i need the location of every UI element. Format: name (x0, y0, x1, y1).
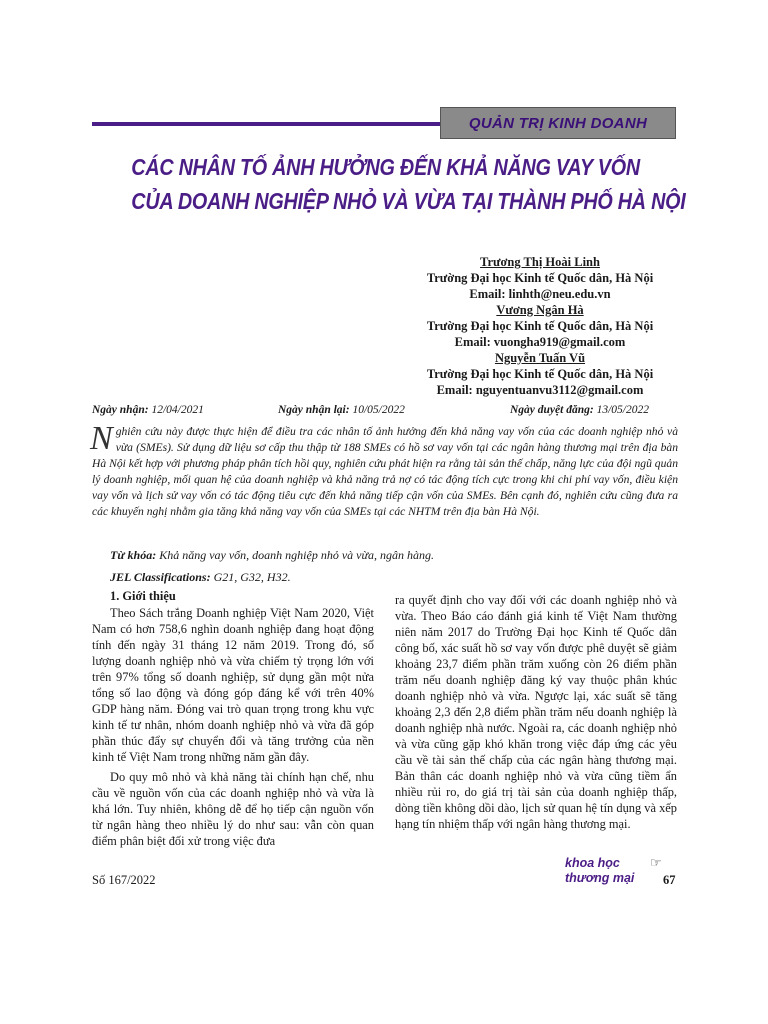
author-name: Trương Thị Hoài Linh (480, 255, 600, 269)
brand-line-1: khoa học (565, 856, 620, 870)
author-affiliation: Trường Đại học Kinh tế Quốc dân, Hà Nội (426, 367, 654, 381)
author-name: Vương Ngân Hà (496, 303, 584, 317)
paragraph: ra quyết định cho vay đối với các doanh nghiệp nhỏ và vừa. Theo Báo cáo đánh giá kinh tế Việt Nam thường niên năm 2017 do Trường Đại học Kinh tế Quốc dân công bố, xác suất hồ sơ vay vốn được phê duyệt sẽ giảm khoảng 23,7 điểm phần trăm xuống còn 26 điểm phần trăm nếu doanh nghiệp đăng ký vay thuộc phân khúc doanh nghiệp nhỏ và vừa. Ngược lại, xác suất sẽ tăng khoảng 2,3 đến 2,8 điểm phần trăm nếu doanh nghiệp là doanh nghiệp nhà nước. Ngoài ra, các doanh nghiệp nhỏ và vừa cũng gặp khó khăn trong việc đáp ứng các yêu cầu về tài sản thế chấp của các ngân hàng thương mại. Bản thân các doanh nghiệp nhỏ và vừa cũng tiềm ẩn nhiều rủi ro, do giá trị tài sản của doanh nghiệp thấp, dòng tiền không dồi dào, lịch sử quan hệ tín dụng và xếp hạng tín nhiệm thấp với ngân hàng thương mại. (395, 593, 677, 831)
section-label: QUẢN TRỊ KINH DOANH (468, 114, 648, 132)
paragraph: Theo Sách trắng Doanh nghiệp Việt Nam 2020, Việt Nam có hơn 758,6 nghìn doanh nghiệp đang hoạt động tính đến ngày 31 tháng 12 năm 2019. Trong đó, số lượng doanh nghiệp nhỏ và vừa chiếm tỷ trọng lớn với trên 97% tổng số doanh nghiệp, sử dụng gần một nửa tổng số lao động và đóng góp đáng kể với trên 40% GDP hàng năm. Đóng vai trò quan trọng trong khu vực kinh tế tư nhân, nhóm doanh nghiệp nhỏ và vừa đã góp phần thúc đẩy sự chuyển đổi và tăng trưởng của nền kinh tế Việt Nam trong những năm gần đây. (92, 606, 374, 764)
brand-line-2: thương mại (565, 871, 635, 885)
author-email: Email: vuongha919@gmail.com (454, 335, 626, 349)
paragraph: Do quy mô nhỏ và khả năng tài chính hạn chế, nhu cầu về nguồn vốn của các doanh nghiệp nhỏ và vừa là khá lớn. Tuy nhiên, không dễ để họ tiếp cận nguồn vốn từ ngân hàng theo nhiều lý do như sau: vẫn còn quan điểm phân biệt đối xử trong việc đưa (92, 770, 374, 848)
author-block (400, 254, 680, 398)
author-affiliation: Trường Đại học Kinh tế Quốc dân, Hà Nội (426, 271, 654, 285)
issue-number: Số 167/2022 (92, 873, 156, 887)
title-line-2: CỦA DOANH NGHIỆP NHỎ VÀ VỪA TẠI THÀNH PHỐ HÀ NỘI (131, 188, 686, 214)
abstract (90, 420, 678, 520)
abstract-text: ghiên cứu này được thực hiện để điều tra các nhân tố ảnh hưởng đến khả năng vay vốn của các doanh nghiệp nhỏ và vừa (SMEs). Sử dụng dữ liệu sơ cấp thu thập từ 188 SMEs có hồ sơ vay vốn tại các ngân hàng thương mại trên địa bàn Hà Nội kết hợp với phương pháp phân tích hồi quy, nghiên cứu phát hiện ra rằng tài sản thế chấp, năng lực của đội ngũ quản lý doanh nghiệp, mối quan hệ của doanh nghiệp và khả năng trả nợ có tác động tích cực trong khi chi phí vay vốn, điều kiện vay vốn và lịch sử vay vốn có tác động tiêu cực đến khả năng tiếp cận vốn của SMEs. Bên cạnh đó, nghiên cứu cũng đưa ra các khuyến nghị nhằm gia tăng khả năng vay vốn của SMEs tại các NHTM trên địa bàn Hà Nội. (92, 425, 678, 518)
article-dates (92, 404, 676, 420)
keywords-label: Từ khóa: (110, 548, 157, 562)
received-date: Ngày nhận: 12/04/2021 (92, 404, 204, 416)
drop-cap: N (90, 420, 113, 457)
body-column-left (92, 588, 374, 849)
keywords-text: Khả năng vay vốn, doanh nghiệp nhỏ và vừa, ngân hàng. (159, 548, 435, 562)
jel-text: G21, G32, H32. (213, 570, 291, 584)
jel-classifications (110, 570, 680, 585)
approved-date: Ngày duyệt đăng: 13/05/2022 (510, 404, 649, 416)
author-affiliation: Trường Đại học Kinh tế Quốc dân, Hà Nội (426, 319, 654, 333)
pointing-hand-icon: ☞ (650, 855, 662, 870)
jel-label: JEL Classifications: (110, 570, 211, 584)
title-line-1: CÁC NHÂN TỐ ẢNH HƯỞNG ĐẾN KHẢ NĂNG VAY VỐN (131, 154, 640, 180)
section-header (440, 107, 676, 139)
author-email: Email: linhth@neu.edu.vn (469, 287, 611, 301)
article-title (90, 150, 686, 218)
author-email: Email: nguyentuanvu3112@gmail.com (436, 383, 644, 397)
author-name: Nguyễn Tuấn Vũ (494, 351, 586, 365)
body-column-right (395, 592, 677, 832)
journal-brand (565, 856, 645, 886)
page-number: 67 (663, 873, 676, 887)
keywords (110, 548, 680, 563)
revised-date: Ngày nhận lại: 10/05/2022 (278, 404, 405, 416)
section-rule (92, 122, 440, 126)
section-heading: 1. Giới thiệu (110, 589, 176, 603)
